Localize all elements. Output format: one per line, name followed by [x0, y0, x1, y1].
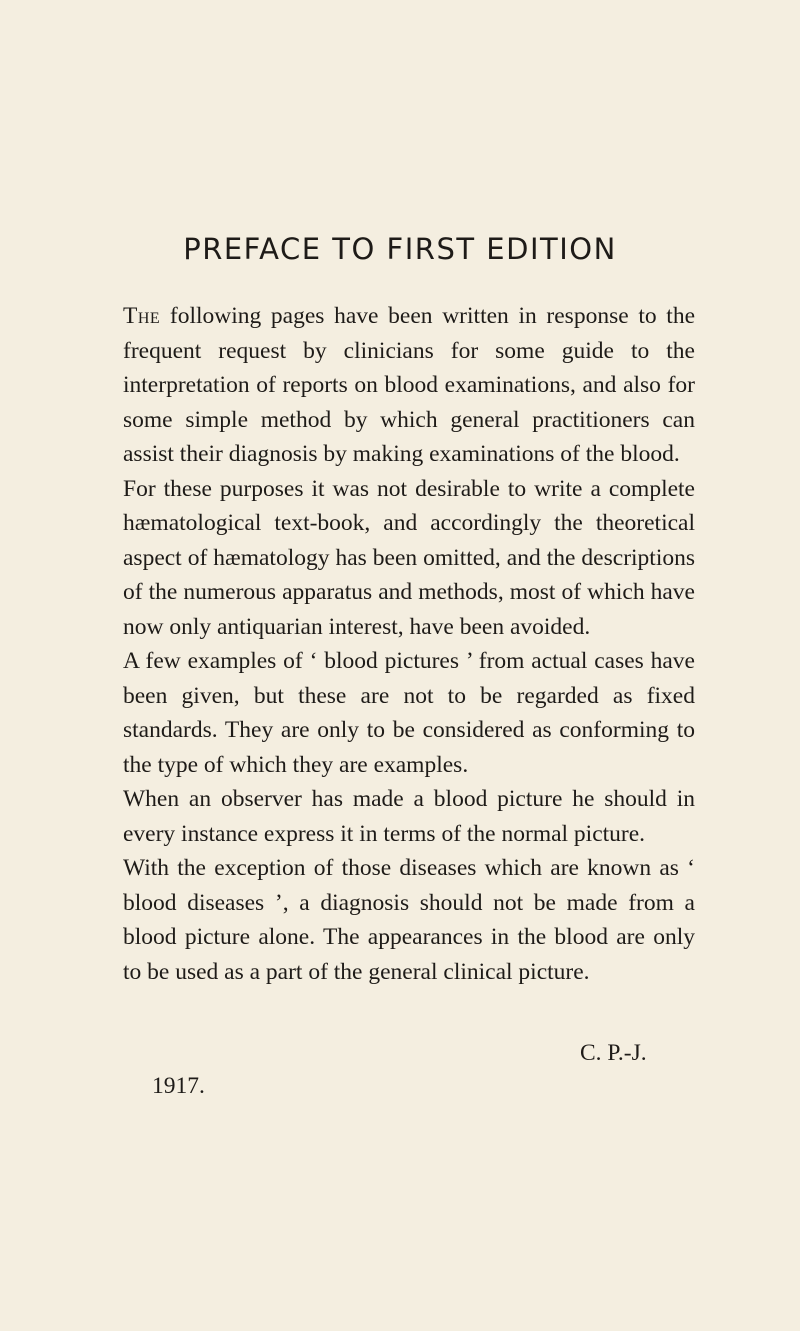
paragraph-lead-word: The — [123, 303, 161, 329]
paragraph-text: For these purposes it was not desirable to write a complete hæmatological text-book, and accordingly the theoretical aspect of hæmatology has been omitted, and the descriptions of the numerous apparatus and methods, most of which have now only antiquarian interest, have been avoided. — [123, 475, 695, 640]
preface-body — [123, 299, 695, 989]
paragraph-3 — [123, 644, 695, 782]
paragraph-1 — [123, 299, 695, 472]
paragraph-text: When an observer has made a blood picture he should in every instance express it in terms of the normal picture. — [123, 786, 695, 847]
publication-year: 1917. — [152, 1073, 205, 1099]
paragraph-text: A few examples of ‘ blood pictures ’ from actual cases have been given, but these are not to be regarded as fixed standards. They are only to be considered as conforming to the type of which they are examples. — [123, 648, 695, 778]
paragraph-5 — [123, 851, 695, 989]
paragraph-text: following pages have been written in response to the frequent request by clinicians for some guide to the interpretation of reports on blood examinations, and also for some simple method by which general practitioners can assist their diagnosis by making examinations of the blood. — [123, 303, 695, 467]
page-title: PREFACE TO FIRST EDITION — [183, 232, 617, 266]
paragraph-text: With the exception of those diseases which are known as ‘ blood diseases ’, a diagnosis should not be made from a blood picture alone. The appearances in the blood are only to be used as a part of the general clinical picture. — [123, 855, 695, 985]
paragraph-4 — [123, 782, 695, 851]
paragraph-2 — [123, 472, 695, 645]
author-signature: C. P.-J. — [580, 1040, 647, 1066]
